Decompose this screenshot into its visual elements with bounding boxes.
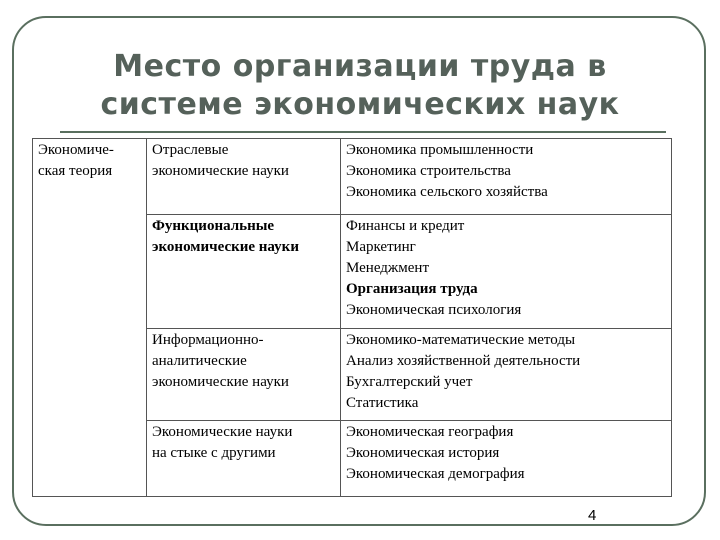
item-line: Анализ хозяйственной деятельности: [346, 353, 581, 369]
items-cell: [341, 421, 672, 497]
item-line: Экономическая история: [346, 445, 500, 461]
category-line: аналитические: [152, 353, 247, 369]
category-line: Экономические науки: [152, 424, 293, 440]
root-cell: [33, 139, 147, 497]
table-row: [33, 139, 672, 215]
root-label-line: ская теория: [38, 163, 113, 179]
economic-sciences-table: [32, 138, 672, 497]
category-line: на стыке с другими: [152, 445, 276, 461]
items-cell: [341, 139, 672, 215]
items-cell: [341, 329, 672, 421]
item-line: Бухгалтерский учет: [346, 374, 473, 390]
item-line-highlighted: Организация труда: [346, 281, 478, 297]
item-line: Финансы и кредит: [346, 218, 465, 234]
item-line: Менеджмент: [346, 260, 430, 276]
item-line: Экономика строительства: [346, 163, 511, 179]
item-line: Экономика сельского хозяйства: [346, 184, 548, 200]
item-line: Экономико-математические методы: [346, 332, 576, 348]
category-cell: [147, 139, 341, 215]
item-line: Экономическая психология: [346, 302, 522, 318]
title-line-1: Место организации труда в: [113, 49, 607, 84]
category-cell: [147, 421, 341, 497]
items-cell: [341, 215, 672, 329]
title-line-2: системе экономических наук: [100, 87, 620, 122]
item-line: Экономика промышленности: [346, 142, 534, 158]
item-line: Экономическая география: [346, 424, 514, 440]
category-line: экономические науки: [152, 374, 289, 390]
category-line: экономические науки: [152, 163, 289, 179]
title-underline: [60, 131, 666, 133]
item-line: Маркетинг: [346, 239, 416, 255]
category-line: Функциональные: [152, 218, 275, 234]
category-line: экономические науки: [152, 239, 299, 255]
root-label-line: Экономиче-: [38, 142, 114, 158]
category-cell: [147, 215, 341, 329]
category-line: Отраслевые: [152, 142, 229, 158]
item-line: Статистика: [346, 395, 419, 411]
slide-title: [40, 48, 680, 124]
item-line: Экономическая демография: [346, 466, 525, 482]
category-cell: [147, 329, 341, 421]
category-line: Информационно-: [152, 332, 264, 348]
page-number: 4: [588, 507, 597, 524]
